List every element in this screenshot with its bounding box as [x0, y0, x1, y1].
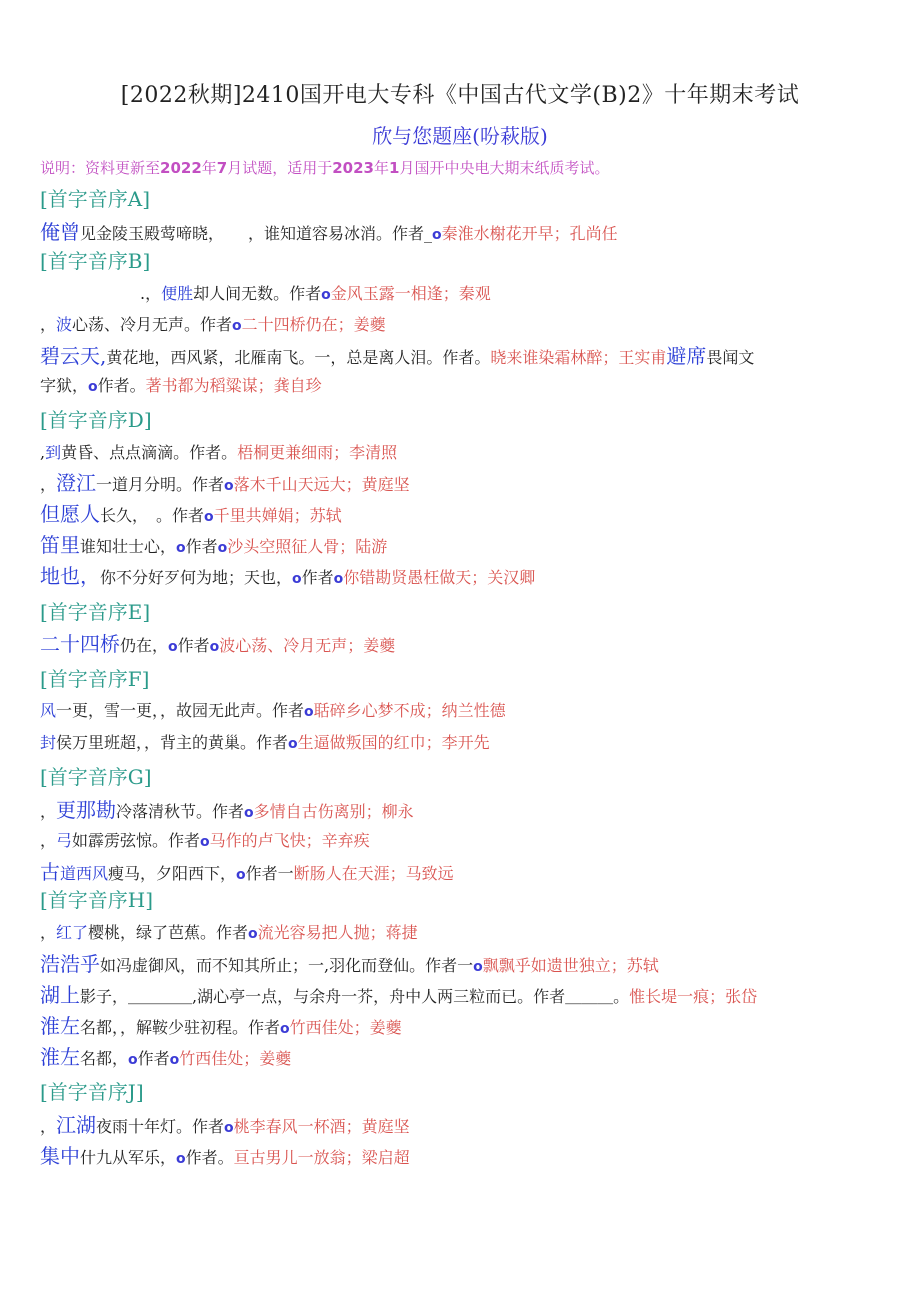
- question-text: 长久， 。作者: [100, 506, 205, 525]
- question-text: 夜雨十年灯。作者: [96, 1117, 225, 1136]
- punctuation: ，: [40, 802, 57, 821]
- section-header-a: [首字音序A]: [40, 187, 151, 211]
- answer-text: 晓来谁染霜林醉；王实甫: [490, 348, 667, 367]
- answer-text: 金风玉露一相逢；秦观: [330, 284, 491, 303]
- first-word: 避席: [666, 344, 707, 368]
- answer-text: 秦淮水榭花开早；孔尚任: [441, 224, 618, 243]
- question-line: [40, 340, 880, 369]
- first-word: 俺曾: [40, 220, 80, 244]
- blank-marker: o: [168, 639, 178, 655]
- first-word: 更那勘: [56, 798, 117, 822]
- question-text: 心荡、冷月无声。作者: [72, 315, 233, 334]
- answer-text: 生逼做叛国的红巾；李开先: [297, 733, 490, 752]
- question-text: 畏闻文: [706, 348, 755, 367]
- blank-marker: o: [333, 571, 344, 587]
- section-header-e: [首字音序E]: [40, 600, 151, 624]
- question-text: 仍在，: [120, 636, 169, 655]
- first-word: 湖上: [40, 983, 80, 1007]
- page-title: [2022秋期]2410国开电大专科《中国古代文学(B)2》十年期末考试: [120, 83, 800, 108]
- question-text: 名都，: [80, 1049, 129, 1068]
- blank-marker: o: [169, 1052, 180, 1068]
- question-line: [40, 373, 880, 396]
- question-text: 如冯虚御风，而不知其所止；一,羽化而登仙。作者一: [100, 956, 474, 975]
- section-header-f: [首字音序F]: [40, 667, 150, 691]
- question-text: 作者一: [245, 864, 294, 883]
- first-word: 到: [45, 443, 62, 462]
- first-word: 浩浩乎: [40, 952, 100, 976]
- question-line: [40, 828, 880, 851]
- blank-marker: o: [236, 867, 246, 883]
- blank-marker: o: [224, 478, 234, 494]
- blank-marker: o: [176, 1151, 186, 1167]
- blank-marker: o: [248, 926, 258, 942]
- answer-text: 落木千山天远大；黄庭坚: [233, 475, 410, 494]
- punctuation: ，: [40, 923, 57, 942]
- answer-text: 惟长堤一痕；张岱: [629, 987, 758, 1006]
- answer-text: 聒碎乡心梦不成；纳兰性德: [313, 701, 506, 720]
- first-word: 弓: [56, 831, 73, 850]
- question-line: [40, 560, 880, 589]
- answer-text: 多情自古伤离别；柳永: [253, 802, 414, 821]
- question-text: 却人间无数。作者: [193, 284, 322, 303]
- first-word: 二十四桥: [40, 632, 120, 656]
- question-line: [40, 440, 880, 463]
- answer-text: 桃李春风一杯酒；黄庭坚: [233, 1117, 410, 1136]
- question-text: 黄昏、点点滴滴。作者。: [61, 443, 238, 462]
- blank-marker: o: [224, 1120, 234, 1136]
- question-text: 作者: [301, 568, 334, 587]
- punctuation: ，: [40, 315, 57, 334]
- question-line: [40, 948, 880, 977]
- question-line: [40, 1041, 880, 1070]
- question-line: [40, 1010, 880, 1039]
- note-text: 月试题，适用于: [227, 159, 333, 177]
- question-line: [40, 856, 880, 885]
- blank-marker: o: [432, 227, 442, 243]
- question-text: 作者: [137, 1049, 170, 1068]
- question-line: [40, 498, 880, 527]
- question-text: 什九从军乐，: [80, 1148, 177, 1167]
- first-word: 淮左: [40, 1014, 80, 1038]
- blank-marker: o: [204, 509, 214, 525]
- question-text: 冷落清秋节。作者: [116, 802, 245, 821]
- blank-marker: o: [304, 704, 314, 720]
- punctuation: .，: [140, 284, 162, 303]
- first-word: 集中: [40, 1144, 80, 1168]
- question-line: [40, 628, 880, 657]
- blank-marker: o: [176, 540, 186, 556]
- section-header-h: [首字音序H]: [40, 888, 154, 912]
- question-line: [40, 467, 880, 496]
- note-text: 年: [373, 159, 389, 177]
- blank-marker: o: [200, 834, 210, 850]
- question-line: [40, 529, 880, 558]
- question-text: 见金陵玉殿莺啼晓， ，谁知道容易冰消。作者_: [80, 224, 433, 243]
- answer-text: 你错勘贤愚枉做天；关汉卿: [343, 568, 536, 587]
- question-text: 作者。: [185, 1148, 234, 1167]
- question-text: 一道月分明。作者: [96, 475, 225, 494]
- answer-text: 著书都为稻粱谋；龚自珍: [145, 376, 322, 395]
- first-word: 笛里: [40, 533, 80, 557]
- first-word: 红了: [56, 923, 89, 942]
- question-line: [40, 730, 880, 753]
- blank-marker: o: [244, 805, 254, 821]
- answer-text: 竹西佳处；姜夔: [289, 1018, 402, 1037]
- blank-marker: o: [473, 959, 483, 975]
- answer-text: 千里共婵娟；苏轼: [213, 506, 342, 525]
- first-word: 江湖: [56, 1113, 97, 1137]
- first-word: 便胜: [161, 284, 194, 303]
- question-line: [40, 979, 880, 1008]
- blank-marker: o: [292, 571, 302, 587]
- question-line: [40, 281, 880, 304]
- blank-marker: o: [209, 639, 220, 655]
- question-line: [40, 216, 880, 245]
- blank-marker: o: [88, 379, 98, 395]
- question-text: 樱桃，绿了芭蕉。作者: [88, 923, 249, 942]
- question-line: [40, 698, 880, 721]
- answer-text: 流光容易把人抛；蒋捷: [257, 923, 418, 942]
- question-line: [40, 1109, 880, 1138]
- first-word: 澄江: [56, 471, 97, 495]
- answer-text: 二十四桥仍在；姜夔: [241, 315, 386, 334]
- page-subtitle: 欣与您题座(吩萩版): [372, 124, 548, 148]
- question-text: 谁知壮士心，: [80, 537, 177, 556]
- first-word: 淮左: [40, 1045, 80, 1069]
- section-header-g: [首字音序G]: [40, 765, 152, 789]
- question-text: 侯万里班超，，背主的黄巢。作者: [56, 733, 289, 752]
- note-text: 年: [201, 159, 217, 177]
- question-text: 作者: [177, 636, 210, 655]
- question-text: 一更，雪一更，，故园无此声。作者: [56, 701, 305, 720]
- question-text: 作者。: [97, 376, 146, 395]
- punctuation: ,: [40, 443, 46, 462]
- question-text: 字狱，: [40, 376, 89, 395]
- punctuation: ，: [40, 1117, 57, 1136]
- blank-marker: o: [288, 736, 298, 752]
- answer-text: 沙头空照征人骨；陆游: [227, 537, 388, 556]
- first-word: 道西风: [60, 864, 109, 883]
- question-text: 如霹雳弦惊。作者: [72, 831, 201, 850]
- punctuation: ，: [40, 475, 57, 494]
- question-line: [40, 794, 880, 823]
- question-text: 瘦马，夕阳西下，: [108, 864, 237, 883]
- note-text: 说明：资料更新至: [40, 159, 161, 177]
- blank-marker: o: [128, 1052, 138, 1068]
- note-year: 2023: [332, 159, 374, 177]
- section-header-b: [首字音序B]: [40, 249, 151, 273]
- section-header-j: [首字音序J]: [40, 1080, 144, 1104]
- first-word: 地也，: [40, 564, 100, 588]
- question-text: 黄花地，西风紧，北雁南飞。一，总是离人泪。作者。: [106, 348, 491, 367]
- answer-text: 断肠人在天涯；马致远: [293, 864, 454, 883]
- answer-text: 亘古男儿一放翁；梁启超: [233, 1148, 410, 1167]
- question-line: [40, 920, 880, 943]
- question-text: 名都，，解鞍少驻初程。作者: [80, 1018, 281, 1037]
- blank-marker: o: [280, 1021, 290, 1037]
- first-word: 封: [40, 733, 57, 752]
- question-text: 你不分好歹何为地；天也，: [100, 568, 293, 587]
- punctuation: ，: [40, 831, 57, 850]
- question-text: 影子，＿＿＿＿,湖心亭一点，与余舟一芥，舟中人两三粒而已。作者＿＿＿。: [80, 987, 630, 1006]
- first-word: 古: [40, 860, 60, 884]
- answer-text: 竹西佳处；姜夔: [179, 1049, 292, 1068]
- answer-text: 马作的卢飞快；辛弃疾: [209, 831, 370, 850]
- first-word: 但愿人: [40, 502, 100, 526]
- note-year: 2022: [160, 159, 202, 177]
- description-note: [40, 157, 609, 178]
- blank-marker: o: [217, 540, 228, 556]
- note-text: 月国开中央电大期末纸质考试。: [399, 159, 610, 177]
- answer-text: 飘飘乎如遗世独立；苏轼: [482, 956, 659, 975]
- note-month: 1: [389, 159, 400, 177]
- question-line: [40, 312, 880, 335]
- question-text: 作者: [185, 537, 218, 556]
- question-line: [40, 1140, 880, 1169]
- first-word: 波: [56, 315, 73, 334]
- blank-marker: o: [321, 287, 331, 303]
- first-word: 风: [40, 701, 57, 720]
- first-word: 碧云天,: [40, 344, 107, 368]
- blank-marker: o: [232, 318, 242, 334]
- answer-text: 波心荡、冷月无声；姜夔: [219, 636, 396, 655]
- note-month: 7: [216, 159, 228, 177]
- answer-text: 梧桐更兼细雨；李清照: [237, 443, 398, 462]
- section-header-d: [首字音序D]: [40, 408, 152, 432]
